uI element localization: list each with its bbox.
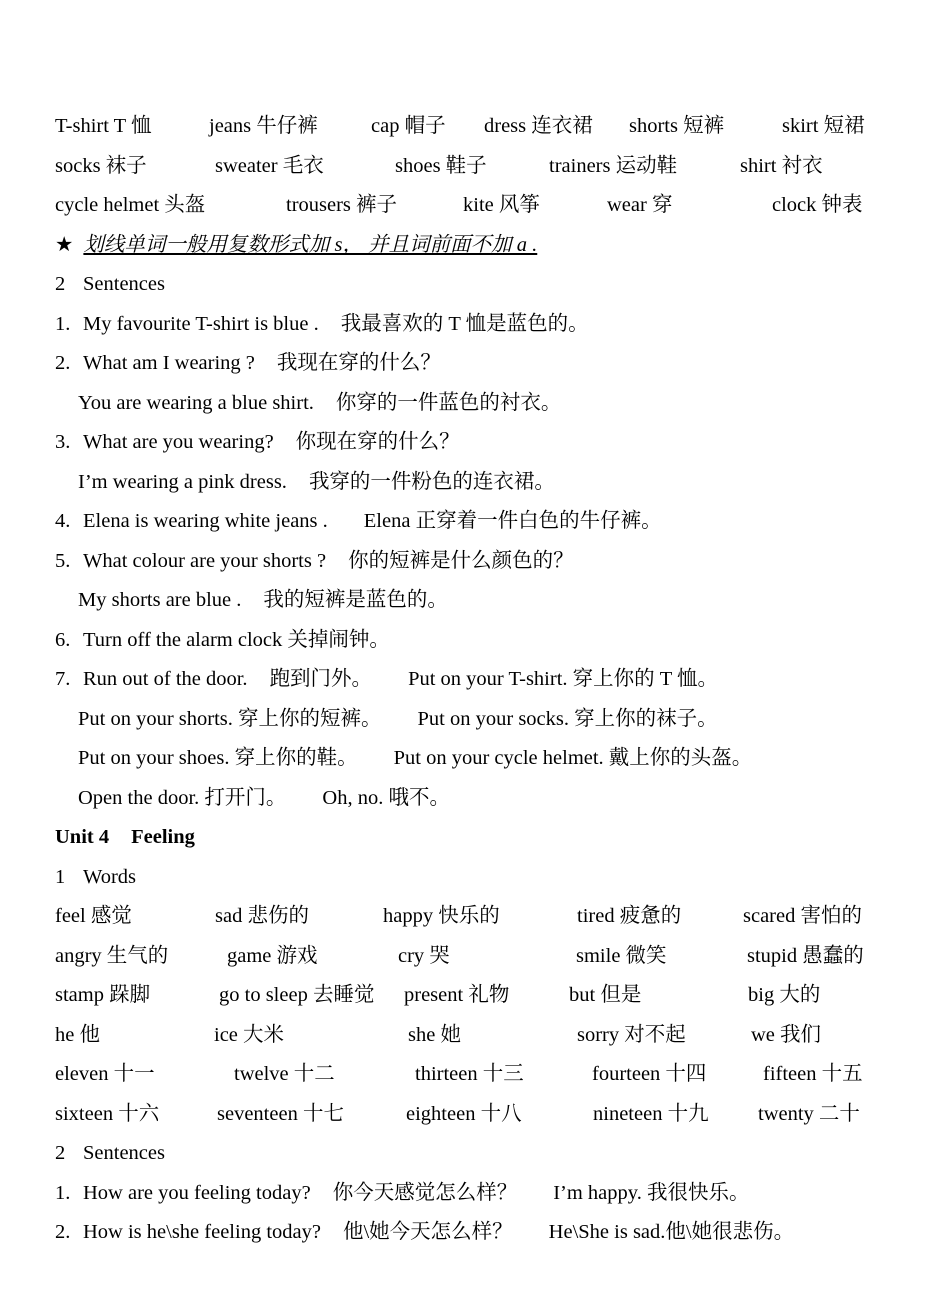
sentence-line: 5. What colour are your shorts ? 你的短裤是什么颜色的？ — [55, 550, 574, 572]
sentence-line: 6. Turn off the alarm clock 关掉闹钟。 — [55, 629, 390, 651]
word-item: socks 袜子 — [55, 155, 147, 177]
word-item: happy 快乐的 — [383, 905, 500, 927]
word-item: fifteen 十五 — [763, 1063, 863, 1085]
word-item: stupid 愚蠢的 — [747, 945, 864, 967]
section-title: Sentences — [83, 1142, 165, 1164]
sentence-line: 1. How are you feeling today? 你今天感觉怎么样？ I’m happy. 我很快乐。 — [55, 1182, 750, 1204]
word-item: game 游戏 — [227, 945, 318, 967]
word-row-2 — [55, 150, 895, 182]
word-item: cap 帽子 — [371, 115, 446, 137]
word-item: fourteen 十四 — [592, 1063, 707, 1085]
word-item: smile 微笑 — [576, 945, 667, 967]
word-item: she 她 — [408, 1024, 461, 1046]
word-row — [55, 1098, 895, 1130]
word-item: eighteen 十八 — [406, 1103, 522, 1125]
word-row — [55, 900, 895, 932]
word-item: angry 生气的 — [55, 945, 169, 967]
unit-number: Unit 4 — [55, 826, 110, 848]
word-item: seventeen 十七 — [217, 1103, 344, 1125]
word-item: cry 哭 — [398, 945, 450, 967]
sentence-line: 7. Run out of the door. 跑到门外。 Put on your T-shirt. 穿上你的 T 恤。 — [55, 668, 719, 690]
section-title: Words — [83, 866, 137, 888]
word-item: twelve 十二 — [234, 1063, 335, 1085]
sentence-line: 4. Elena is wearing white jeans . Elena 正穿着一件白色的牛仔裤。 — [55, 510, 662, 532]
word-item: sorry 对不起 — [577, 1024, 686, 1046]
sentence-line: You are wearing a blue shirt. 你穿的一件蓝色的衬衣。 — [78, 392, 562, 414]
word-item: dress 连衣裙 — [484, 115, 593, 137]
sentence-line: 3. What are you wearing? 你现在穿的什么？ — [55, 431, 460, 453]
word-item: thirteen 十三 — [415, 1063, 524, 1085]
word-item: scared 害怕的 — [743, 905, 862, 927]
section-title: Sentences — [83, 273, 165, 295]
sentence-line: I’m wearing a pink dress. 我穿的一件粉色的连衣裙。 — [78, 471, 555, 493]
sentence-line: My shorts are blue . 我的短裤是蓝色的。 — [78, 589, 448, 611]
word-item: wear 穿 — [607, 194, 673, 216]
word-item: we 我们 — [751, 1024, 822, 1046]
sentence-line: Open the door. 打开门。 Oh, no. 哦不。 — [78, 787, 450, 809]
word-row — [55, 979, 895, 1011]
word-item: T-shirt T 恤 — [55, 115, 152, 137]
word-item: ice 大米 — [214, 1024, 285, 1046]
star-icon: ★ — [55, 234, 74, 256]
plural-note — [55, 229, 895, 261]
word-item: eleven 十一 — [55, 1063, 155, 1085]
word-item: go to sleep 去睡觉 — [219, 984, 375, 1006]
word-item: trousers 裤子 — [286, 194, 398, 216]
sentence-line: 2. How is he\she feeling today? 他\她今天怎么样？ He\She is sad.他\她很悲伤。 — [55, 1221, 795, 1243]
word-item: skirt 短裙 — [782, 115, 865, 137]
word-item: shoes 鞋子 — [395, 155, 487, 177]
word-item: sad 悲伤的 — [215, 905, 309, 927]
word-row — [55, 940, 895, 972]
word-item: twenty 二十 — [758, 1103, 860, 1125]
section-heading: 2 Sentences — [55, 273, 165, 295]
word-item: tired 疲惫的 — [577, 905, 682, 927]
word-item: stamp 跺脚 — [55, 984, 151, 1006]
word-row-1 — [55, 110, 895, 142]
note-text: 划线单词一般用复数形式加 s， 并且词前面不加 a . — [83, 234, 538, 256]
section-heading: 2 Sentences — [55, 1142, 165, 1164]
word-item: nineteen 十九 — [593, 1103, 709, 1125]
word-item: big 大的 — [748, 984, 821, 1006]
word-item: kite 风筝 — [463, 194, 540, 216]
word-item: trainers 运动鞋 — [549, 155, 678, 177]
sentence-line: Put on your shoes. 穿上你的鞋。 Put on your cycle helmet. 戴上你的头盔。 — [78, 747, 753, 769]
word-item: sweater 毛衣 — [215, 155, 324, 177]
word-row — [55, 1058, 895, 1090]
word-item: clock 钟表 — [772, 194, 863, 216]
sentence-line: 2. What am I wearing ? 我现在穿的什么？ — [55, 352, 441, 374]
word-item: cycle helmet 头盔 — [55, 194, 206, 216]
word-item: present 礼物 — [404, 984, 510, 1006]
word-row — [55, 1019, 895, 1051]
word-item: shorts 短裤 — [629, 115, 725, 137]
word-item: shirt 衬衣 — [740, 155, 823, 177]
section-heading: 1 Words — [55, 866, 137, 888]
word-item: feel 感觉 — [55, 905, 132, 927]
unit-heading — [55, 821, 895, 853]
word-row-3 — [55, 189, 895, 221]
word-item: sixteen 十六 — [55, 1103, 160, 1125]
sentence-line: 1. My favourite T-shirt is blue . 我最喜欢的 T 恤是蓝色的。 — [55, 313, 589, 335]
word-item: jeans 牛仔裤 — [209, 115, 318, 137]
word-item: but 但是 — [569, 984, 642, 1006]
unit-title: Feeling — [131, 826, 195, 848]
word-item: he 他 — [55, 1024, 100, 1046]
sentence-line: Put on your shorts. 穿上你的短裤。 Put on your socks. 穿上你的袜子。 — [78, 708, 718, 730]
